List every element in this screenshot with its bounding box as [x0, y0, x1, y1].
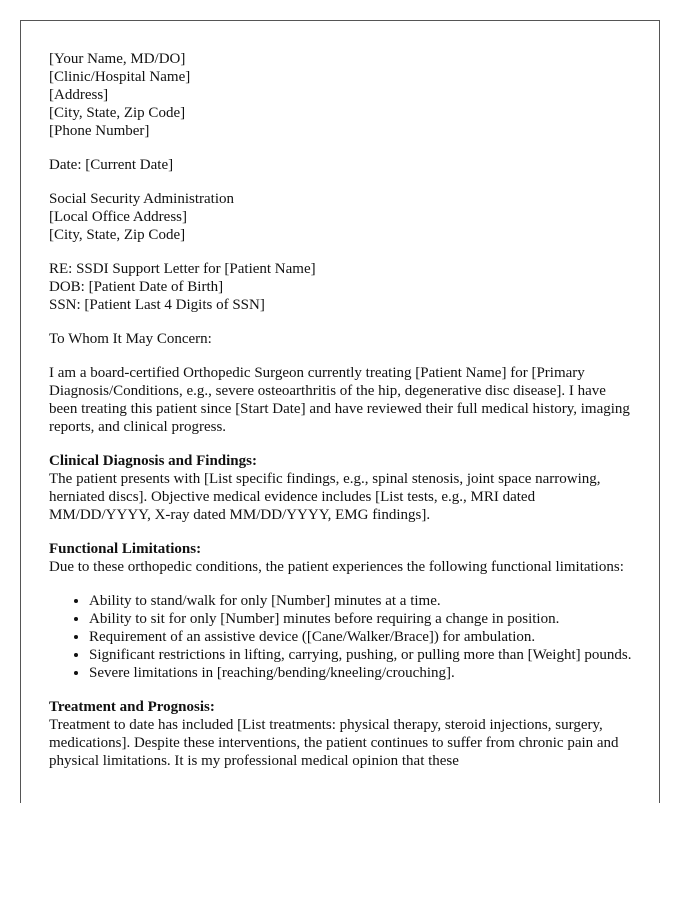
- re-dob: DOB: [Patient Date of Birth]: [49, 279, 224, 295]
- sender-name: [Your Name, MD/DO]: [49, 51, 186, 67]
- diagnosis-section: [49, 452, 634, 524]
- diagnosis-text: The patient presents with [List specific findings, e.g., spinal stenosis, joint space narrowing, herniated discs]. Objective medical evidence includes [List tests, e.g., MRI dated MM/DD/YYYY, X-ray dated MM/DD/YYYY, EMG findings].: [49, 471, 601, 523]
- re-ssn: SSN: [Patient Last 4 Digits of SSN]: [49, 297, 265, 313]
- date-block: [49, 156, 634, 174]
- letter-page: [20, 20, 660, 803]
- sender-block: [49, 50, 634, 140]
- sender-phone: [Phone Number]: [49, 123, 150, 139]
- letter-body: [49, 50, 634, 786]
- treatment-section: [49, 698, 634, 770]
- recipient-city: [City, State, Zip Code]: [49, 227, 186, 243]
- recipient-org: Social Security Administration: [49, 191, 234, 207]
- list-item: • Severe limitations in [reaching/bending/kneeling/crouching].: [89, 664, 634, 682]
- limitations-section: [49, 540, 634, 682]
- date-line: Date: [Current Date]: [49, 157, 174, 173]
- treatment-text: Treatment to date has included [List treatments: physical therapy, steroid injections, surgery, medications]. Despite these interventions, the patient continues to suffer from chronic pain and physical limitations. It is my professional medical opinion that these: [49, 717, 619, 769]
- intro-paragraph: I am a board-certified Orthopedic Surgeon currently treating [Patient Name] for [Primary Diagnosis/Conditions, e.g., severe osteoarthritis of the hip, degenerative disc disease]. I have been treating this patient since [Start Date] and have reviewed their full medical history, imaging reports, and clinical progress.: [49, 365, 630, 435]
- limitations-heading: Functional Limitations:: [49, 541, 202, 557]
- recipient-address: [Local Office Address]: [49, 209, 188, 225]
- list-item: • Significant restrictions in lifting, carrying, pushing, or pulling more than [Weight] pounds.: [89, 646, 634, 664]
- sender-city: [City, State, Zip Code]: [49, 105, 186, 121]
- treatment-heading: Treatment and Prognosis:: [49, 699, 215, 715]
- limitations-text: Due to these orthopedic conditions, the patient experiences the following functional limitations:: [49, 559, 624, 575]
- sender-address: [Address]: [49, 87, 109, 103]
- limitations-list: [49, 592, 634, 682]
- re-block: [49, 260, 634, 314]
- sender-clinic: [Clinic/Hospital Name]: [49, 69, 191, 85]
- recipient-block: [49, 190, 634, 244]
- re-subject: RE: SSDI Support Letter for [Patient Name]: [49, 261, 316, 277]
- list-item: • Ability to sit for only [Number] minutes before requiring a change in position.: [89, 610, 634, 628]
- list-item: • Requirement of an assistive device ([Cane/Walker/Brace]) for ambulation.: [89, 628, 634, 646]
- diagnosis-heading: Clinical Diagnosis and Findings:: [49, 453, 257, 469]
- list-item: • Ability to stand/walk for only [Number] minutes at a time.: [89, 592, 634, 610]
- salutation: To Whom It May Concern:: [49, 331, 212, 347]
